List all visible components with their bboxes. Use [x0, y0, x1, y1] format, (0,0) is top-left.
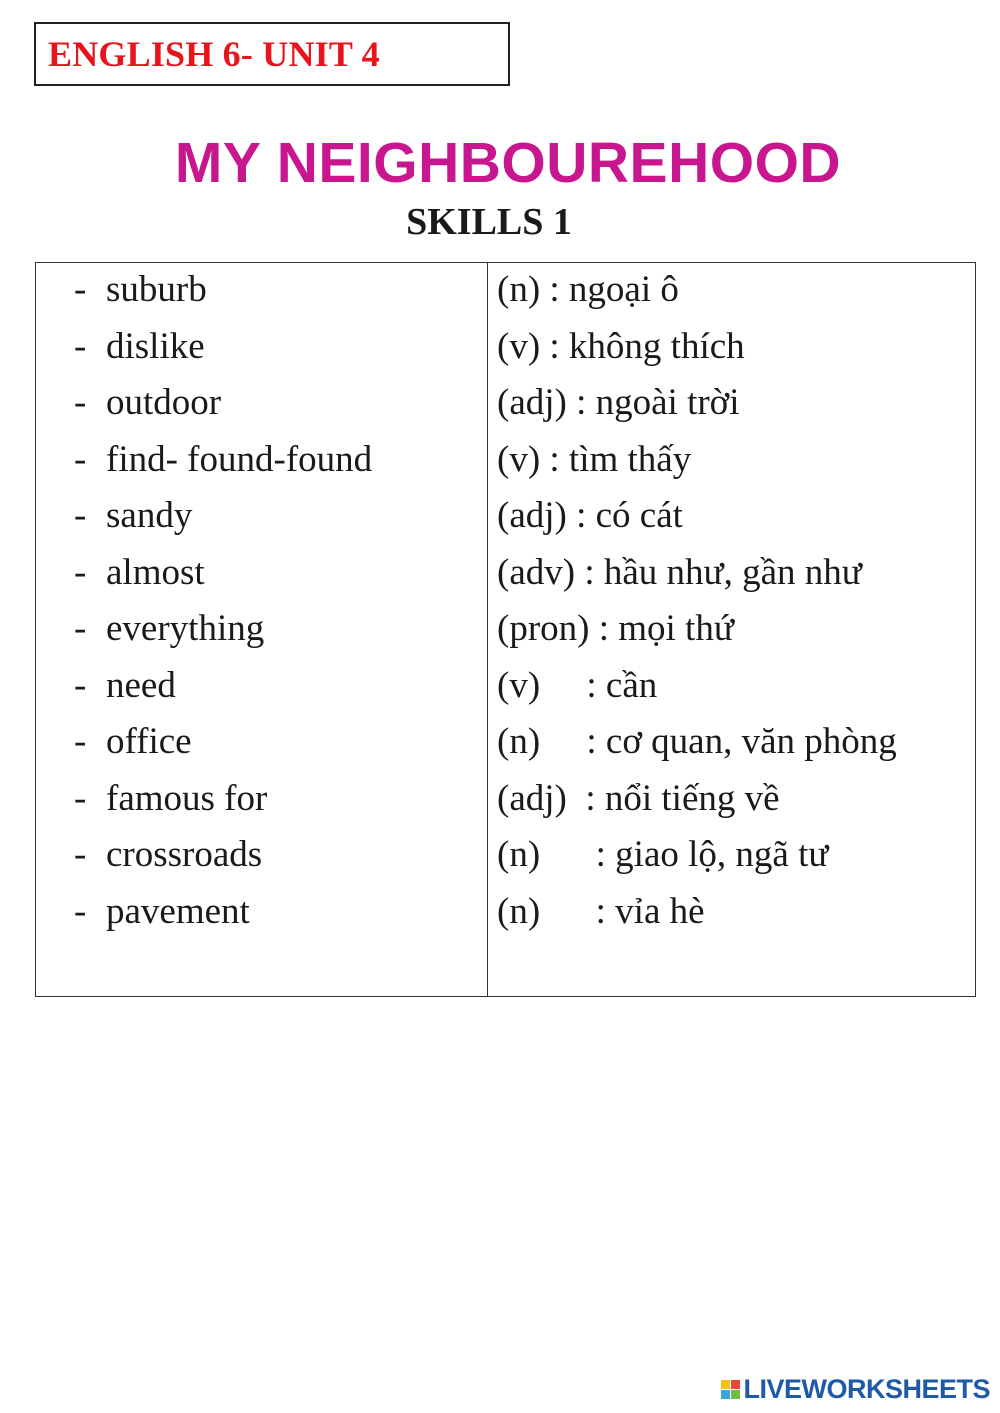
column-divider — [487, 263, 488, 996]
vocab-word: outdoor — [106, 382, 222, 423]
vocab-word: pavement — [106, 890, 250, 932]
bullet-dash: - — [74, 382, 87, 423]
vocab-word: famous for — [106, 777, 268, 819]
vocab-word-row — [74, 550, 372, 607]
bullet-dash: - — [74, 269, 87, 310]
vocab-meaning: (n) : ngoại ô — [497, 269, 679, 310]
vocab-word: sandy — [106, 495, 193, 536]
english-words-column — [74, 267, 372, 945]
vocab-word-row — [74, 437, 372, 494]
vocab-word: everything — [106, 608, 265, 649]
vocab-meaning: (n) : vỉa hè — [497, 890, 705, 932]
vocab-meaning: (adj) : có cát — [497, 495, 683, 536]
section-subtitle: SKILLS 1 — [406, 201, 572, 243]
bullet-dash: - — [74, 608, 87, 649]
vocab-word: need — [106, 664, 176, 706]
bullet-dash: - — [74, 834, 87, 875]
unit-label-box — [34, 22, 510, 86]
vocab-word-row — [74, 719, 372, 776]
vocab-word-row — [74, 606, 372, 663]
vocab-word-row — [74, 267, 372, 324]
vocabulary-table — [35, 262, 976, 997]
vocab-meaning: (pron) : mọi thứ — [497, 608, 734, 649]
liveworksheets-logo-icon — [721, 1380, 740, 1399]
vocab-meaning: (adv) : hầu như, gần như — [497, 551, 862, 593]
vocab-word-row — [74, 663, 372, 720]
bullet-dash: - — [74, 890, 87, 932]
unit-label: ENGLISH 6- UNIT 4 — [48, 34, 380, 74]
vocab-meaning: (n) : cơ quan, văn phòng — [497, 721, 897, 762]
vietnamese-meanings-column — [497, 267, 897, 945]
vocab-word-row — [74, 776, 372, 833]
vocab-word: dislike — [106, 325, 205, 367]
vocab-word: office — [106, 721, 192, 762]
vocab-meaning: (v) : cần — [497, 664, 658, 706]
vocab-word-row — [74, 493, 372, 550]
vocab-word: almost — [106, 551, 205, 593]
vocab-meaning: (v) : không thích — [497, 325, 745, 367]
bullet-dash: - — [74, 438, 87, 480]
bullet-dash: - — [74, 551, 87, 593]
logo-square-1 — [721, 1380, 730, 1389]
vocab-word: crossroads — [106, 834, 263, 875]
liveworksheets-logo — [721, 1374, 990, 1405]
vocab-word-row — [74, 380, 372, 437]
page-title: MY NEIGHBOUREHOOD — [174, 131, 842, 195]
vocab-meaning: (v) : tìm thấy — [497, 438, 692, 480]
vocab-word: suburb — [106, 269, 207, 310]
vocab-meaning: (adj) : ngoài trời — [497, 382, 740, 423]
vocab-word-row — [74, 324, 372, 381]
logo-square-2 — [731, 1380, 740, 1389]
bullet-dash: - — [74, 777, 87, 819]
vocab-word-row — [74, 832, 372, 889]
logo-square-3 — [721, 1390, 730, 1399]
vocab-word: find- found-found — [106, 438, 373, 480]
vocab-meaning: (n) : giao lộ, ngã tư — [497, 834, 829, 875]
bullet-dash: - — [74, 721, 87, 762]
vocab-meaning: (adj) : nổi tiếng về — [497, 777, 780, 819]
bullet-dash: - — [74, 495, 87, 536]
bullet-dash: - — [74, 325, 87, 367]
brand-name: LIVEWORKSHEETS — [743, 1374, 990, 1404]
logo-square-4 — [731, 1390, 740, 1399]
bullet-dash: - — [74, 664, 87, 706]
vocab-word-row — [74, 889, 372, 946]
